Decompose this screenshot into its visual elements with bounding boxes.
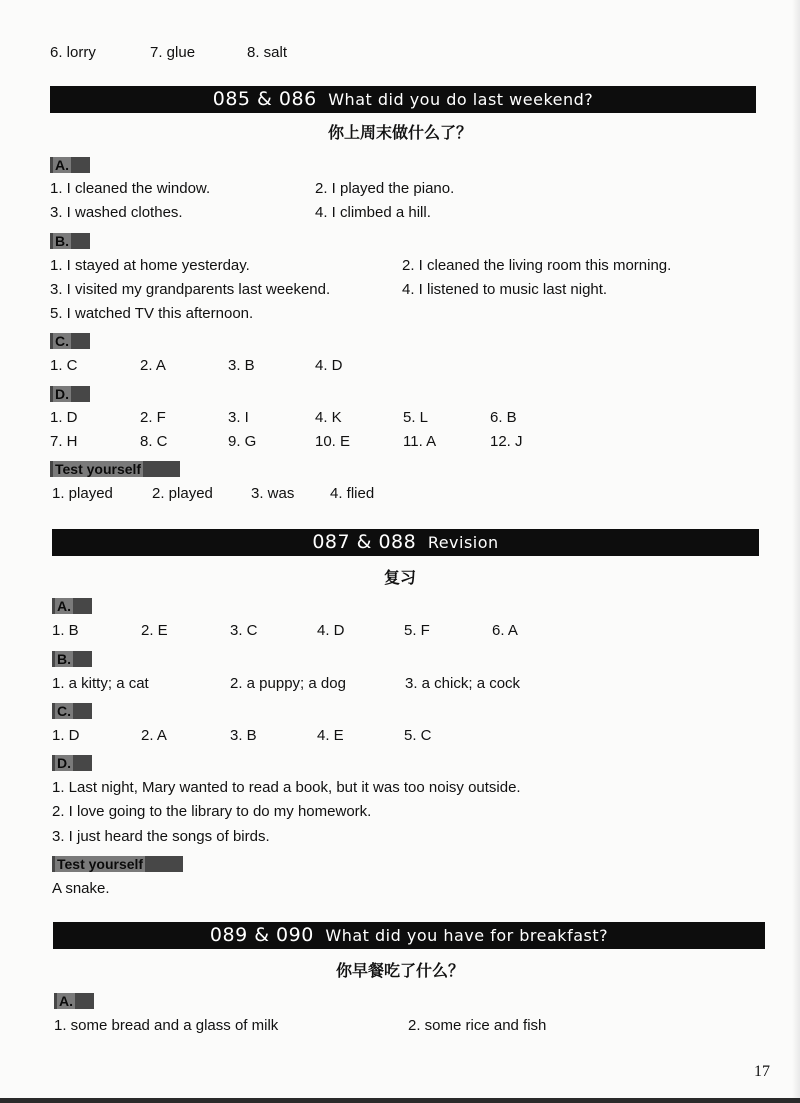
answer-item: 2. E — [141, 622, 168, 639]
unit-banner — [52, 529, 759, 556]
answer-item: 3. was — [251, 485, 295, 502]
section-label-a: A. — [52, 598, 92, 614]
answer-item: 3. I washed clothes. — [50, 204, 183, 221]
answer-item: 1. I stayed at home yesterday. — [50, 257, 250, 274]
unit-subtitle: 你上周末做什么了？ — [327, 123, 472, 142]
answer-row — [50, 201, 760, 225]
unit-number: 087 & 088 — [312, 531, 417, 553]
answer-item: 1. D — [52, 727, 80, 744]
page-bottom-edge — [0, 1098, 800, 1103]
answer-item: 6. A — [492, 622, 518, 639]
answer-row — [52, 800, 760, 824]
answer-row — [52, 877, 760, 901]
answer-item: 1. B — [52, 622, 79, 639]
answer-item: 8. salt — [247, 44, 288, 61]
answer-item: 2. I love going to the library to do my homework. — [52, 803, 372, 820]
answer-item: 3. C — [230, 622, 258, 639]
page-edge-shadow — [792, 0, 800, 1103]
answer-row — [52, 776, 760, 800]
answer-item: 1. played — [52, 485, 113, 502]
unit-number: 089 & 090 — [209, 924, 314, 946]
answer-item: 4. K — [315, 409, 342, 426]
answer-item: 8. C — [140, 433, 168, 450]
answer-item: 3. I — [228, 409, 249, 426]
answer-item: 3. I visited my grandparents last weekend. — [50, 281, 331, 298]
answer-item: 4. E — [317, 727, 344, 744]
answer-item: A snake. — [52, 880, 110, 897]
section-label-b: B. — [52, 651, 92, 667]
unit-title: What did you do last weekend? — [328, 90, 594, 109]
answer-item: 2. a puppy; a dog — [230, 675, 346, 692]
answer-item: 4. D — [315, 357, 343, 374]
section-label-a: A. — [54, 993, 94, 1009]
answer-item: 1. C — [50, 357, 78, 374]
answer-row — [50, 177, 760, 201]
section-label-b: B. — [50, 233, 90, 249]
answer-row — [50, 302, 760, 326]
answer-item: 11. A — [403, 433, 437, 450]
answer-item: 3. B — [230, 727, 257, 744]
answer-item: 2. I played the piano. — [315, 180, 455, 197]
answer-row — [50, 406, 760, 430]
answer-row — [52, 724, 760, 748]
answer-item: 4. I listened to music last night. — [402, 281, 608, 298]
answer-item: 1. D — [50, 409, 78, 426]
answer-item: 6. lorry — [50, 44, 96, 61]
section-label-a: A. — [50, 157, 90, 173]
answer-item: 2. F — [140, 409, 166, 426]
answer-item: 1. some bread and a glass of milk — [54, 1017, 279, 1034]
answer-item: 5. L — [403, 409, 429, 426]
answer-row — [50, 482, 760, 506]
answer-item: 9. G — [228, 433, 257, 450]
answer-item: 2. A — [140, 357, 166, 374]
answer-item: 2. played — [152, 485, 213, 502]
answer-item: 2. A — [141, 727, 167, 744]
answer-item: 2. I cleaned the living room this morning. — [402, 257, 672, 274]
answer-row — [54, 1014, 760, 1038]
answer-row — [50, 354, 760, 378]
answer-item: 5. C — [404, 727, 432, 744]
answer-item: 7. glue — [150, 44, 196, 61]
unit-title: Revision — [427, 533, 499, 552]
section-label-d: D. — [52, 755, 92, 771]
answer-row — [52, 825, 760, 849]
answer-row — [50, 254, 760, 278]
answer-item: 1. Last night, Mary wanted to read a book, but it was too noisy outside. — [52, 779, 521, 796]
unit-number: 085 & 086 — [212, 88, 317, 110]
section-label-d: D. — [50, 386, 90, 402]
answer-item: 3. a chick; a cock — [405, 675, 521, 692]
section-label-c: C. — [52, 703, 92, 719]
section-label-c: C. — [50, 333, 90, 349]
answer-item: 5. F — [404, 622, 430, 639]
answer-row — [50, 430, 760, 454]
answer-row — [50, 278, 760, 302]
answer-item: 1. a kitty; a cat — [52, 675, 149, 692]
answer-item: 10. E — [315, 433, 351, 450]
section-label-test-yourself: Test yourself — [50, 461, 180, 477]
answer-row — [52, 672, 760, 696]
unit-banner — [53, 922, 765, 949]
unit-subtitle: 你早餐吃了什么？ — [335, 961, 464, 980]
answer-item: 1. I cleaned the window. — [50, 180, 211, 197]
answer-item: 5. I watched TV this afternoon. — [50, 305, 254, 322]
page-number: 17 — [754, 1063, 770, 1080]
answer-item: 4. I climbed a hill. — [315, 204, 431, 221]
answer-item: 4. flied — [330, 485, 375, 502]
unit-subtitle: 复习 — [383, 568, 416, 587]
answer-row — [52, 619, 760, 643]
unit-title: What did you have for breakfast? — [325, 926, 609, 945]
unit-banner — [50, 86, 756, 113]
answer-row — [50, 41, 760, 65]
answer-item: 2. some rice and fish — [408, 1017, 547, 1034]
answer-item: 12. J — [490, 433, 523, 450]
answer-item: 3. I just heard the songs of birds. — [52, 828, 270, 845]
answer-item: 6. B — [490, 409, 517, 426]
answer-item: 3. B — [228, 357, 255, 374]
answer-item: 4. D — [317, 622, 345, 639]
answer-item: 7. H — [50, 433, 78, 450]
section-label-test-yourself: Test yourself — [52, 856, 183, 872]
